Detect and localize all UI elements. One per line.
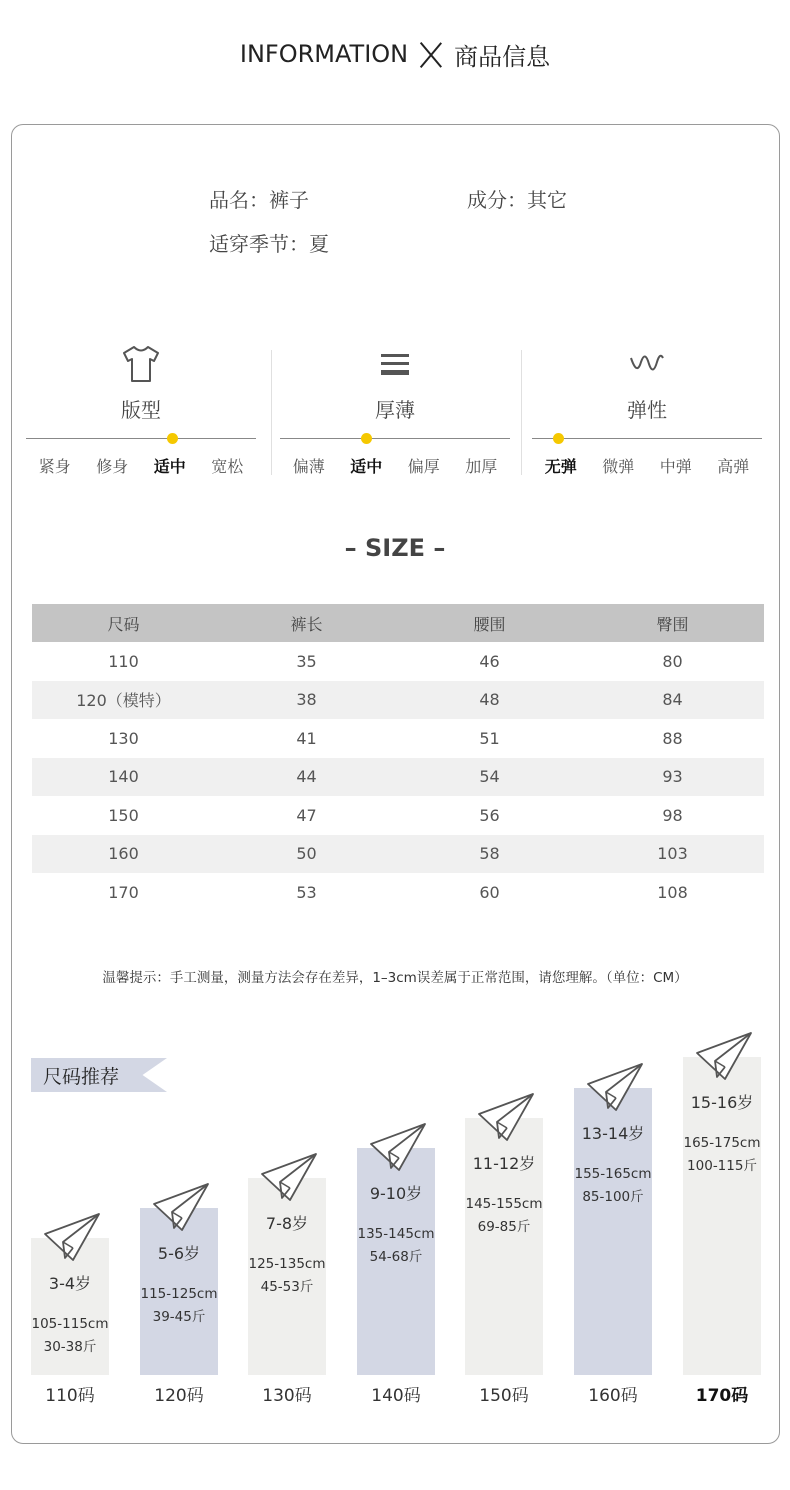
table-cell: 103 [657, 844, 688, 864]
attr-option-selected: 无弹 [544, 457, 577, 476]
size-section-title: – SIZE – [344, 534, 446, 562]
table-cell: 108 [657, 882, 688, 902]
table-cell: 38 [296, 690, 317, 710]
attr-options [280, 454, 510, 477]
attr-title: 版型 [121, 398, 161, 422]
bar-height-range: 135-145cm [357, 1226, 435, 1242]
table-cell: 130 [108, 728, 139, 748]
table-cell: 150 [108, 805, 139, 825]
attr-option: 修身 [96, 457, 129, 476]
table-cell: 98 [662, 805, 683, 825]
size-label: 170码 [695, 1386, 749, 1406]
product-composition: 成分：其它 [467, 188, 567, 212]
bar-age: 11-12岁 [472, 1154, 536, 1173]
table-cell: 35 [296, 651, 317, 671]
attr-fit [26, 340, 256, 480]
table-row [32, 642, 764, 681]
table-cell: 93 [662, 767, 683, 787]
table-cell: 47 [296, 805, 317, 825]
attr-options [26, 454, 256, 477]
table-row [32, 681, 764, 720]
size-recommend-text: 尺码推荐 [43, 1066, 120, 1088]
table-cell: 80 [662, 651, 683, 671]
size-label: 150码 [479, 1386, 529, 1406]
attr-scale-line [532, 438, 762, 439]
table-cell: 50 [296, 844, 317, 864]
size-label: 120码 [154, 1386, 204, 1406]
product-name: 品名：裤子 [209, 188, 309, 212]
bar-weight-range: 30-38斤 [43, 1339, 97, 1355]
bar-weight-range: 54-68斤 [369, 1249, 423, 1265]
table-cell: 84 [662, 690, 683, 710]
attr-scale-line [26, 438, 256, 439]
attr-option: 加厚 [465, 457, 498, 476]
attr-title: 弹性 [627, 398, 667, 422]
table-header-cell: 腰围 [473, 614, 506, 634]
size-table [32, 604, 764, 912]
size-recommend-label [31, 1058, 167, 1092]
attr-scale-line [280, 438, 510, 439]
paper-plane-icon [477, 1092, 535, 1144]
size-label: 110码 [45, 1386, 95, 1406]
table-cell: 120（模特） [76, 691, 171, 711]
bar-age: 5-6岁 [157, 1244, 201, 1263]
table-header-cell: 裤长 [290, 614, 323, 634]
table-cell: 51 [479, 728, 500, 748]
attr-option: 偏厚 [407, 457, 440, 476]
bar-height-range: 155-165cm [574, 1166, 652, 1182]
page-header [0, 34, 790, 74]
bar-height-range: 105-115cm [31, 1316, 109, 1332]
bar-age: 15-16岁 [690, 1093, 754, 1112]
attr-indicator-dot [361, 433, 372, 444]
tshirt-icon [26, 344, 256, 384]
paper-plane-icon [586, 1062, 644, 1114]
cross-icon [418, 41, 444, 67]
table-cell: 41 [296, 728, 317, 748]
paper-plane-icon [260, 1152, 318, 1204]
table-cell: 88 [662, 728, 683, 748]
bar-age: 7-8岁 [265, 1214, 309, 1233]
attr-option: 高弹 [717, 457, 750, 476]
attr-indicator-dot [167, 433, 178, 444]
product-season: 适穿季节：夏 [209, 232, 329, 256]
table-cell: 46 [479, 651, 500, 671]
table-cell: 58 [479, 844, 500, 864]
attr-options [532, 454, 762, 477]
table-header-cell: 臀围 [656, 614, 689, 634]
attr-thickness [280, 340, 510, 480]
attr-option-selected: 适中 [153, 457, 186, 476]
size-label: 130码 [262, 1386, 312, 1406]
header-title-cn: 商品信息 [454, 42, 551, 71]
attr-option: 宽松 [211, 457, 244, 476]
size-label: 160码 [588, 1386, 638, 1406]
table-row [32, 796, 764, 835]
attr-option: 微弹 [602, 457, 635, 476]
table-cell: 60 [479, 882, 500, 902]
layers-icon [280, 344, 510, 384]
divider [271, 350, 272, 475]
table-cell: 56 [479, 805, 500, 825]
bar-weight-range: 85-100斤 [582, 1189, 644, 1205]
table-cell: 54 [479, 767, 500, 787]
table-row [32, 873, 764, 912]
bar-weight-range: 69-85斤 [477, 1219, 531, 1235]
table-header-row [32, 604, 764, 642]
size-bar [248, 1178, 326, 1375]
table-cell: 53 [296, 882, 317, 902]
table-cell: 170 [108, 882, 139, 902]
table-cell: 48 [479, 690, 500, 710]
attr-option: 偏薄 [292, 457, 325, 476]
paper-plane-icon [369, 1122, 427, 1174]
attr-option: 中弹 [659, 457, 692, 476]
bar-age: 3-4岁 [48, 1274, 92, 1293]
size-label: 140码 [371, 1386, 421, 1406]
table-cell: 110 [108, 651, 139, 671]
bar-weight-range: 100-115斤 [687, 1158, 757, 1174]
table-row [32, 835, 764, 874]
table-row [32, 719, 764, 758]
bar-age: 13-14岁 [581, 1124, 645, 1143]
paper-plane-icon [43, 1212, 101, 1264]
bar-weight-range: 45-53斤 [260, 1279, 314, 1295]
table-cell: 160 [108, 844, 139, 864]
bar-weight-range: 39-45斤 [152, 1309, 206, 1325]
table-cell: 44 [296, 767, 317, 787]
bar-height-range: 145-155cm [465, 1196, 543, 1212]
bar-height-range: 165-175cm [683, 1135, 761, 1151]
attr-option: 紧身 [38, 457, 71, 476]
attr-indicator-dot [553, 433, 564, 444]
paper-plane-icon [152, 1182, 210, 1234]
attr-title: 厚薄 [375, 398, 415, 422]
size-bar [357, 1148, 435, 1375]
divider [521, 350, 522, 475]
bar-height-range: 115-125cm [140, 1286, 218, 1302]
size-bar [465, 1118, 543, 1375]
paper-plane-icon [695, 1031, 753, 1083]
bar-age: 9-10岁 [369, 1184, 423, 1203]
table-cell: 140 [108, 767, 139, 787]
attr-elasticity [532, 340, 762, 480]
table-header-cell: 尺码 [107, 614, 140, 634]
spring-icon [532, 344, 762, 384]
size-bar [574, 1088, 652, 1375]
header-title-en: INFORMATION [239, 40, 409, 68]
size-bar [683, 1057, 761, 1375]
attr-option-selected: 适中 [350, 457, 383, 476]
measurement-note: 温馨提示：手工测量，测量方法会存在差异，1–3cm误差属于正常范围，请您理解。（单位：CM） [102, 970, 688, 986]
bar-height-range: 125-135cm [248, 1256, 326, 1272]
table-row [32, 758, 764, 797]
